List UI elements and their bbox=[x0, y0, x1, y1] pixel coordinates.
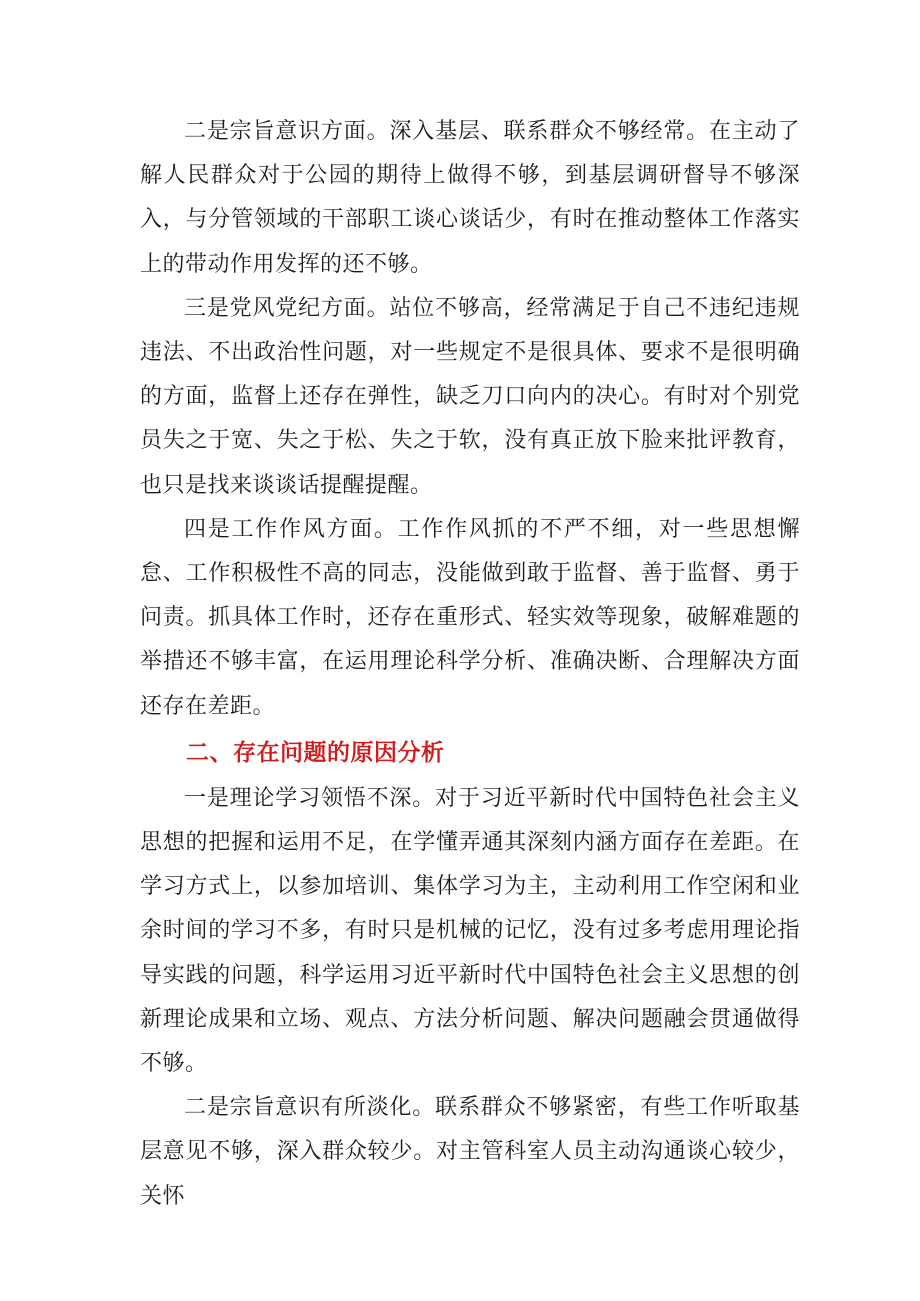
document-body bbox=[140, 110, 800, 1219]
paragraph-theory-study: 一是理论学习领悟不深。对于习近平新时代中国特色社会主义思想的把握和运用不足，在学懂弄通其深刻内涵方面存在差距。在学习方式上，以参加培训、集体学习为主，主动利用工作空闲和业余时间的学习不多，有时只是机械的记忆，没有过多考虑用理论指导实践的问题，科学运用习近平新时代中国特色社会主义思想的创新理论成果和立场、观点、方法分析问题、解决问题融会贯通做得不够。 bbox=[140, 785, 800, 1077]
paragraph-purpose-awareness: 二是宗旨意识方面。深入基层、联系群众不够经常。在主动了解人民群众对于公园的期待上做得不够，到基层调研督导不够深入，与分管领域的干部职工谈心谈话少，有时在推动整体工作落实上的带动作用发挥的还不够。 bbox=[140, 119, 800, 277]
paragraph-work-style: 四是工作作风方面。工作作风抓的不严不细，对一些思想懈怠、工作积极性不高的同志，没能做到敢于监督、善于监督、勇于问责。抓具体工作时，还存在重形式、轻实效等现象，破解难题的举措还不够丰富，在运用理论科学分析、准确决断、合理解决方面还存在差距。 bbox=[140, 516, 800, 719]
section-heading-cause-analysis: 二、存在问题的原因分析 bbox=[186, 739, 445, 766]
paragraph-party-discipline: 三是党风党纪方面。站位不够高，经常满足于自己不违纪违规违法、不出政治性问题，对一些规定不是很具体、要求不是很明确的方面，监督上还存在弹性，缺乏刀口向内的决心。有时对个别党员失之于宽、失之于松、失之于软，没有真正放下脸来批评教育，也只是找来谈谈话提醒提醒。 bbox=[140, 295, 800, 498]
paragraph-purpose-weakened: 二是宗旨意识有所淡化。联系群众不够紧密，有些工作听取基层意见不够，深入群众较少。对主管科室人员主动沟通谈心较少，关怀 bbox=[140, 1095, 800, 1209]
